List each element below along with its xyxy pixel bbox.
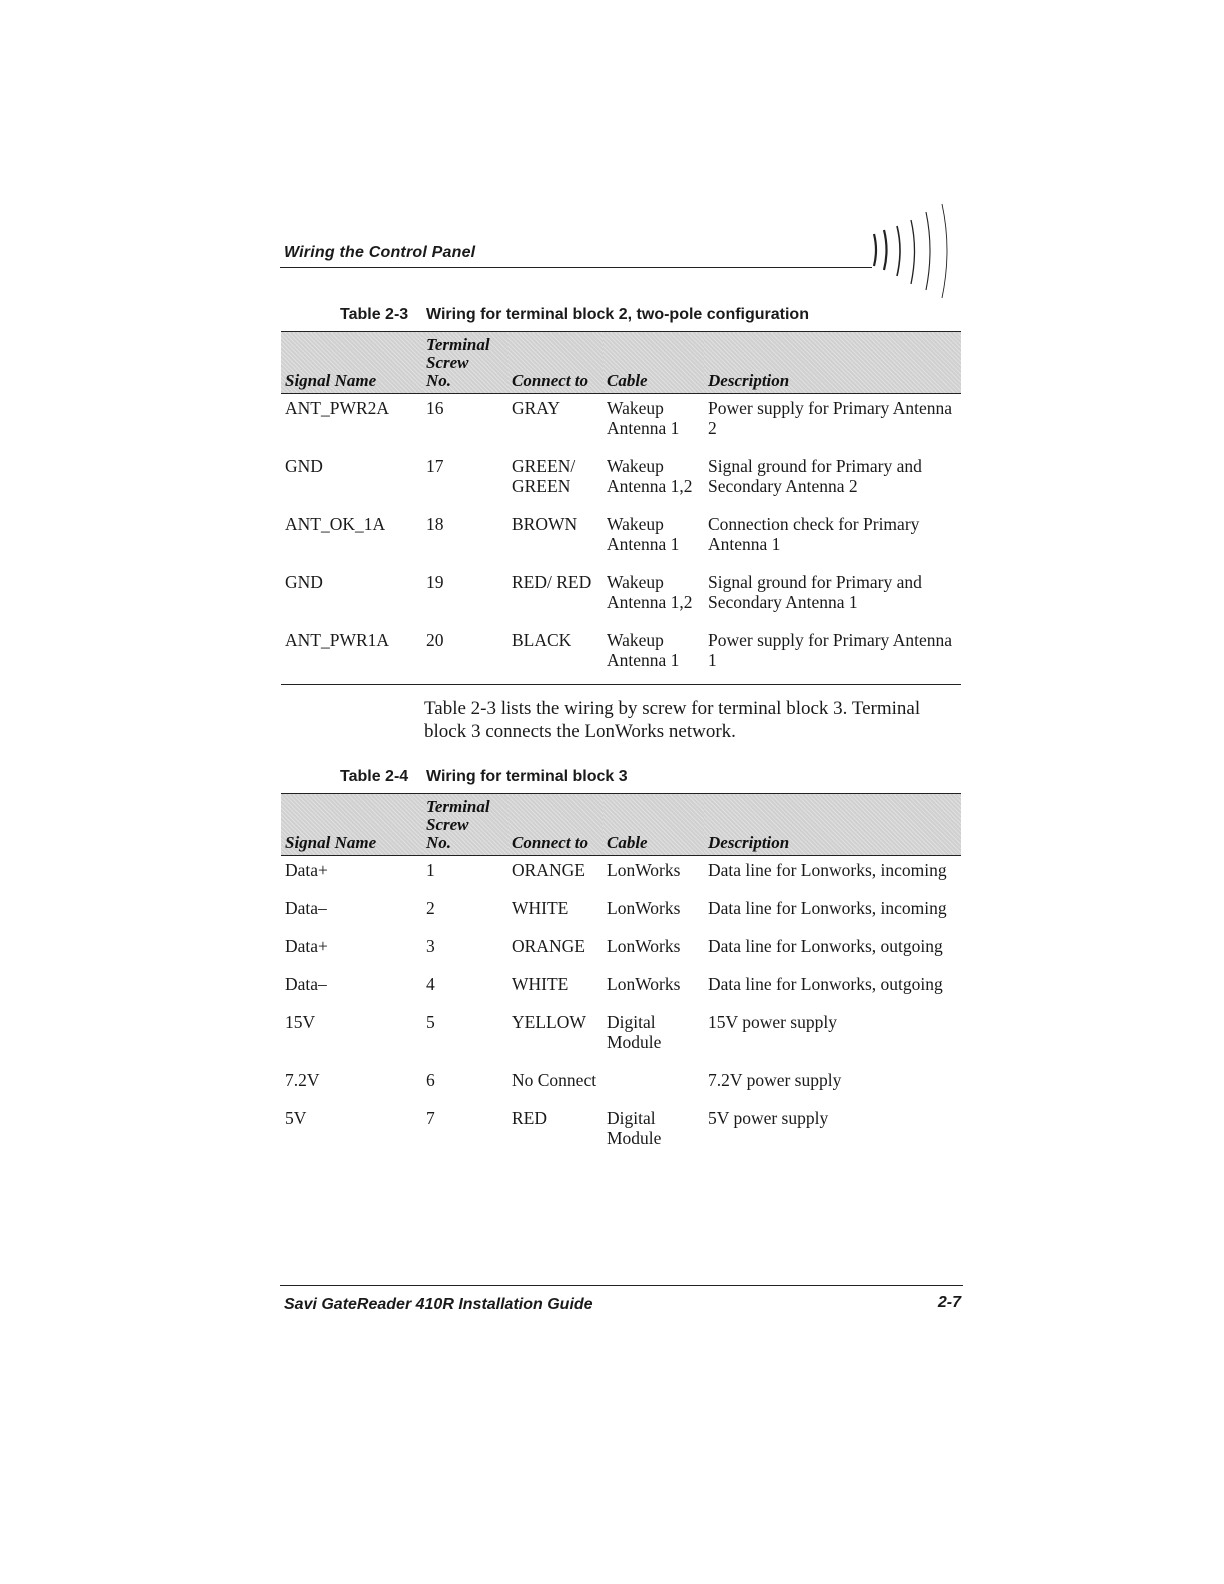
signal-cell: 7.2V [285, 1070, 320, 1090]
table-row [281, 394, 961, 453]
table-row [281, 856, 961, 895]
table-row [281, 1066, 961, 1104]
cable-cell: LonWorks [607, 936, 681, 956]
description-cell: 7.2V power supply [708, 1070, 842, 1090]
signal-cell: GND [285, 572, 323, 592]
cable-cell: Wakeup Antenna 1 [607, 398, 680, 438]
table-row [281, 1008, 961, 1066]
connect-cell: WHITE [512, 898, 569, 918]
description-cell: Data line for Lonworks, incoming [708, 898, 947, 918]
table-header-row [281, 794, 961, 856]
description-cell: Data line for Lonworks, outgoing [708, 936, 943, 956]
description-cell: Signal ground for Primary and Secondary Antenna 1 [708, 572, 922, 612]
connect-cell: RED/ RED [512, 572, 592, 592]
col-connect-to: Connect to [508, 794, 603, 856]
col-terminal-screw: Terminal Screw No. [422, 332, 508, 394]
table-row [281, 970, 961, 1008]
col-connect-to: Connect to [508, 332, 603, 394]
signal-cell: Data+ [285, 936, 328, 956]
signal-cell: 15V [285, 1012, 316, 1032]
screw-cell: 18 [426, 514, 444, 534]
connect-cell: BLACK [512, 630, 572, 650]
table-row [281, 932, 961, 970]
cable-cell: Wakeup Antenna 1 [607, 514, 680, 554]
screw-cell: 7 [426, 1108, 435, 1128]
col-description: Description [704, 332, 961, 394]
screw-cell: 2 [426, 898, 435, 918]
screw-cell: 4 [426, 974, 435, 994]
description-cell: Connection check for Primary Antenna 1 [708, 514, 920, 554]
table-row [281, 626, 961, 685]
cable-cell: LonWorks [607, 860, 681, 880]
connect-cell: WHITE [512, 974, 569, 994]
signal-cell: Data– [285, 974, 327, 994]
table-number: Table 2-4 [340, 768, 409, 785]
cable-cell: Wakeup Antenna 1,2 [607, 572, 693, 612]
connect-cell: GREEN/ GREEN [512, 456, 576, 496]
col-cable: Cable [603, 332, 704, 394]
table-header-row [281, 332, 961, 394]
wiring-table-2-4 [281, 793, 961, 1162]
connect-cell: ORANGE [512, 936, 585, 956]
connect-cell: BROWN [512, 514, 578, 534]
col-description: Description [704, 794, 961, 856]
cable-cell: LonWorks [607, 898, 681, 918]
wiring-table-2-3 [281, 331, 961, 685]
cable-cell: Wakeup Antenna 1 [607, 630, 680, 670]
table-row [281, 1104, 961, 1162]
signal-cell: GND [285, 456, 323, 476]
col-cable: Cable [603, 794, 704, 856]
connect-cell: ORANGE [512, 860, 585, 880]
table-number: Table 2-3 [340, 306, 409, 323]
cable-cell [603, 1066, 704, 1104]
description-cell: 15V power supply [708, 1012, 837, 1032]
col-signal-name: Signal Name [281, 794, 422, 856]
cable-cell: Digital Module [607, 1108, 662, 1148]
table-row [281, 510, 961, 568]
description-cell: Data line for Lonworks, incoming [708, 860, 947, 880]
running-header-title: Wiring the Control Panel [284, 244, 476, 261]
screw-cell: 16 [426, 398, 444, 418]
header-rule [280, 267, 872, 268]
footer-rule [280, 1285, 963, 1286]
table-row [281, 568, 961, 626]
table-title: Wiring for terminal block 2, two-pole configuration [426, 306, 809, 323]
screw-cell: 5 [426, 1012, 435, 1032]
screw-cell: 17 [426, 456, 444, 476]
screw-cell: 3 [426, 936, 435, 956]
table-2-4-caption [340, 768, 628, 786]
signal-cell: ANT_OK_1A [285, 514, 386, 534]
description-cell: 5V power supply [708, 1108, 829, 1128]
description-cell: Data line for Lonworks, outgoing [708, 974, 943, 994]
footer-book-title: Savi GateReader 410R Installation Guide [284, 1296, 593, 1313]
connect-cell: No Connect [512, 1070, 597, 1090]
table-row [281, 894, 961, 932]
description-cell: Signal ground for Primary and Secondary Antenna 2 [708, 456, 922, 496]
signal-cell: ANT_PWR1A [285, 630, 390, 650]
page-number: 2-7 [937, 1294, 961, 1311]
description-cell: Power supply for Primary Antenna 2 [708, 398, 952, 438]
connect-cell: GRAY [512, 398, 560, 418]
connect-cell: RED [512, 1108, 547, 1128]
signal-cell: ANT_PWR2A [285, 398, 390, 418]
table-2-3-caption [340, 306, 809, 324]
screw-cell: 6 [426, 1070, 435, 1090]
screw-cell: 20 [426, 630, 444, 650]
signal-cell: Data– [285, 898, 327, 918]
cable-cell: LonWorks [607, 974, 681, 994]
connect-cell: YELLOW [512, 1012, 586, 1032]
table-title: Wiring for terminal block 3 [426, 768, 628, 785]
signal-cell: Data+ [285, 860, 328, 880]
screw-cell: 1 [426, 860, 435, 880]
col-terminal-screw: Terminal Screw No. [422, 794, 508, 856]
description-cell: Power supply for Primary Antenna 1 [708, 630, 952, 670]
body-paragraph: Table 2-3 lists the wiring by screw for terminal block 3. Terminal block 3 connects the LonWorks network. [424, 698, 921, 742]
table-row [281, 452, 961, 510]
cable-cell: Wakeup Antenna 1,2 [607, 456, 693, 496]
col-signal-name: Signal Name [281, 332, 422, 394]
signal-waves-logo-icon [868, 200, 968, 300]
screw-cell: 19 [426, 572, 444, 592]
signal-cell: 5V [285, 1108, 307, 1128]
cable-cell: Digital Module [607, 1012, 662, 1052]
